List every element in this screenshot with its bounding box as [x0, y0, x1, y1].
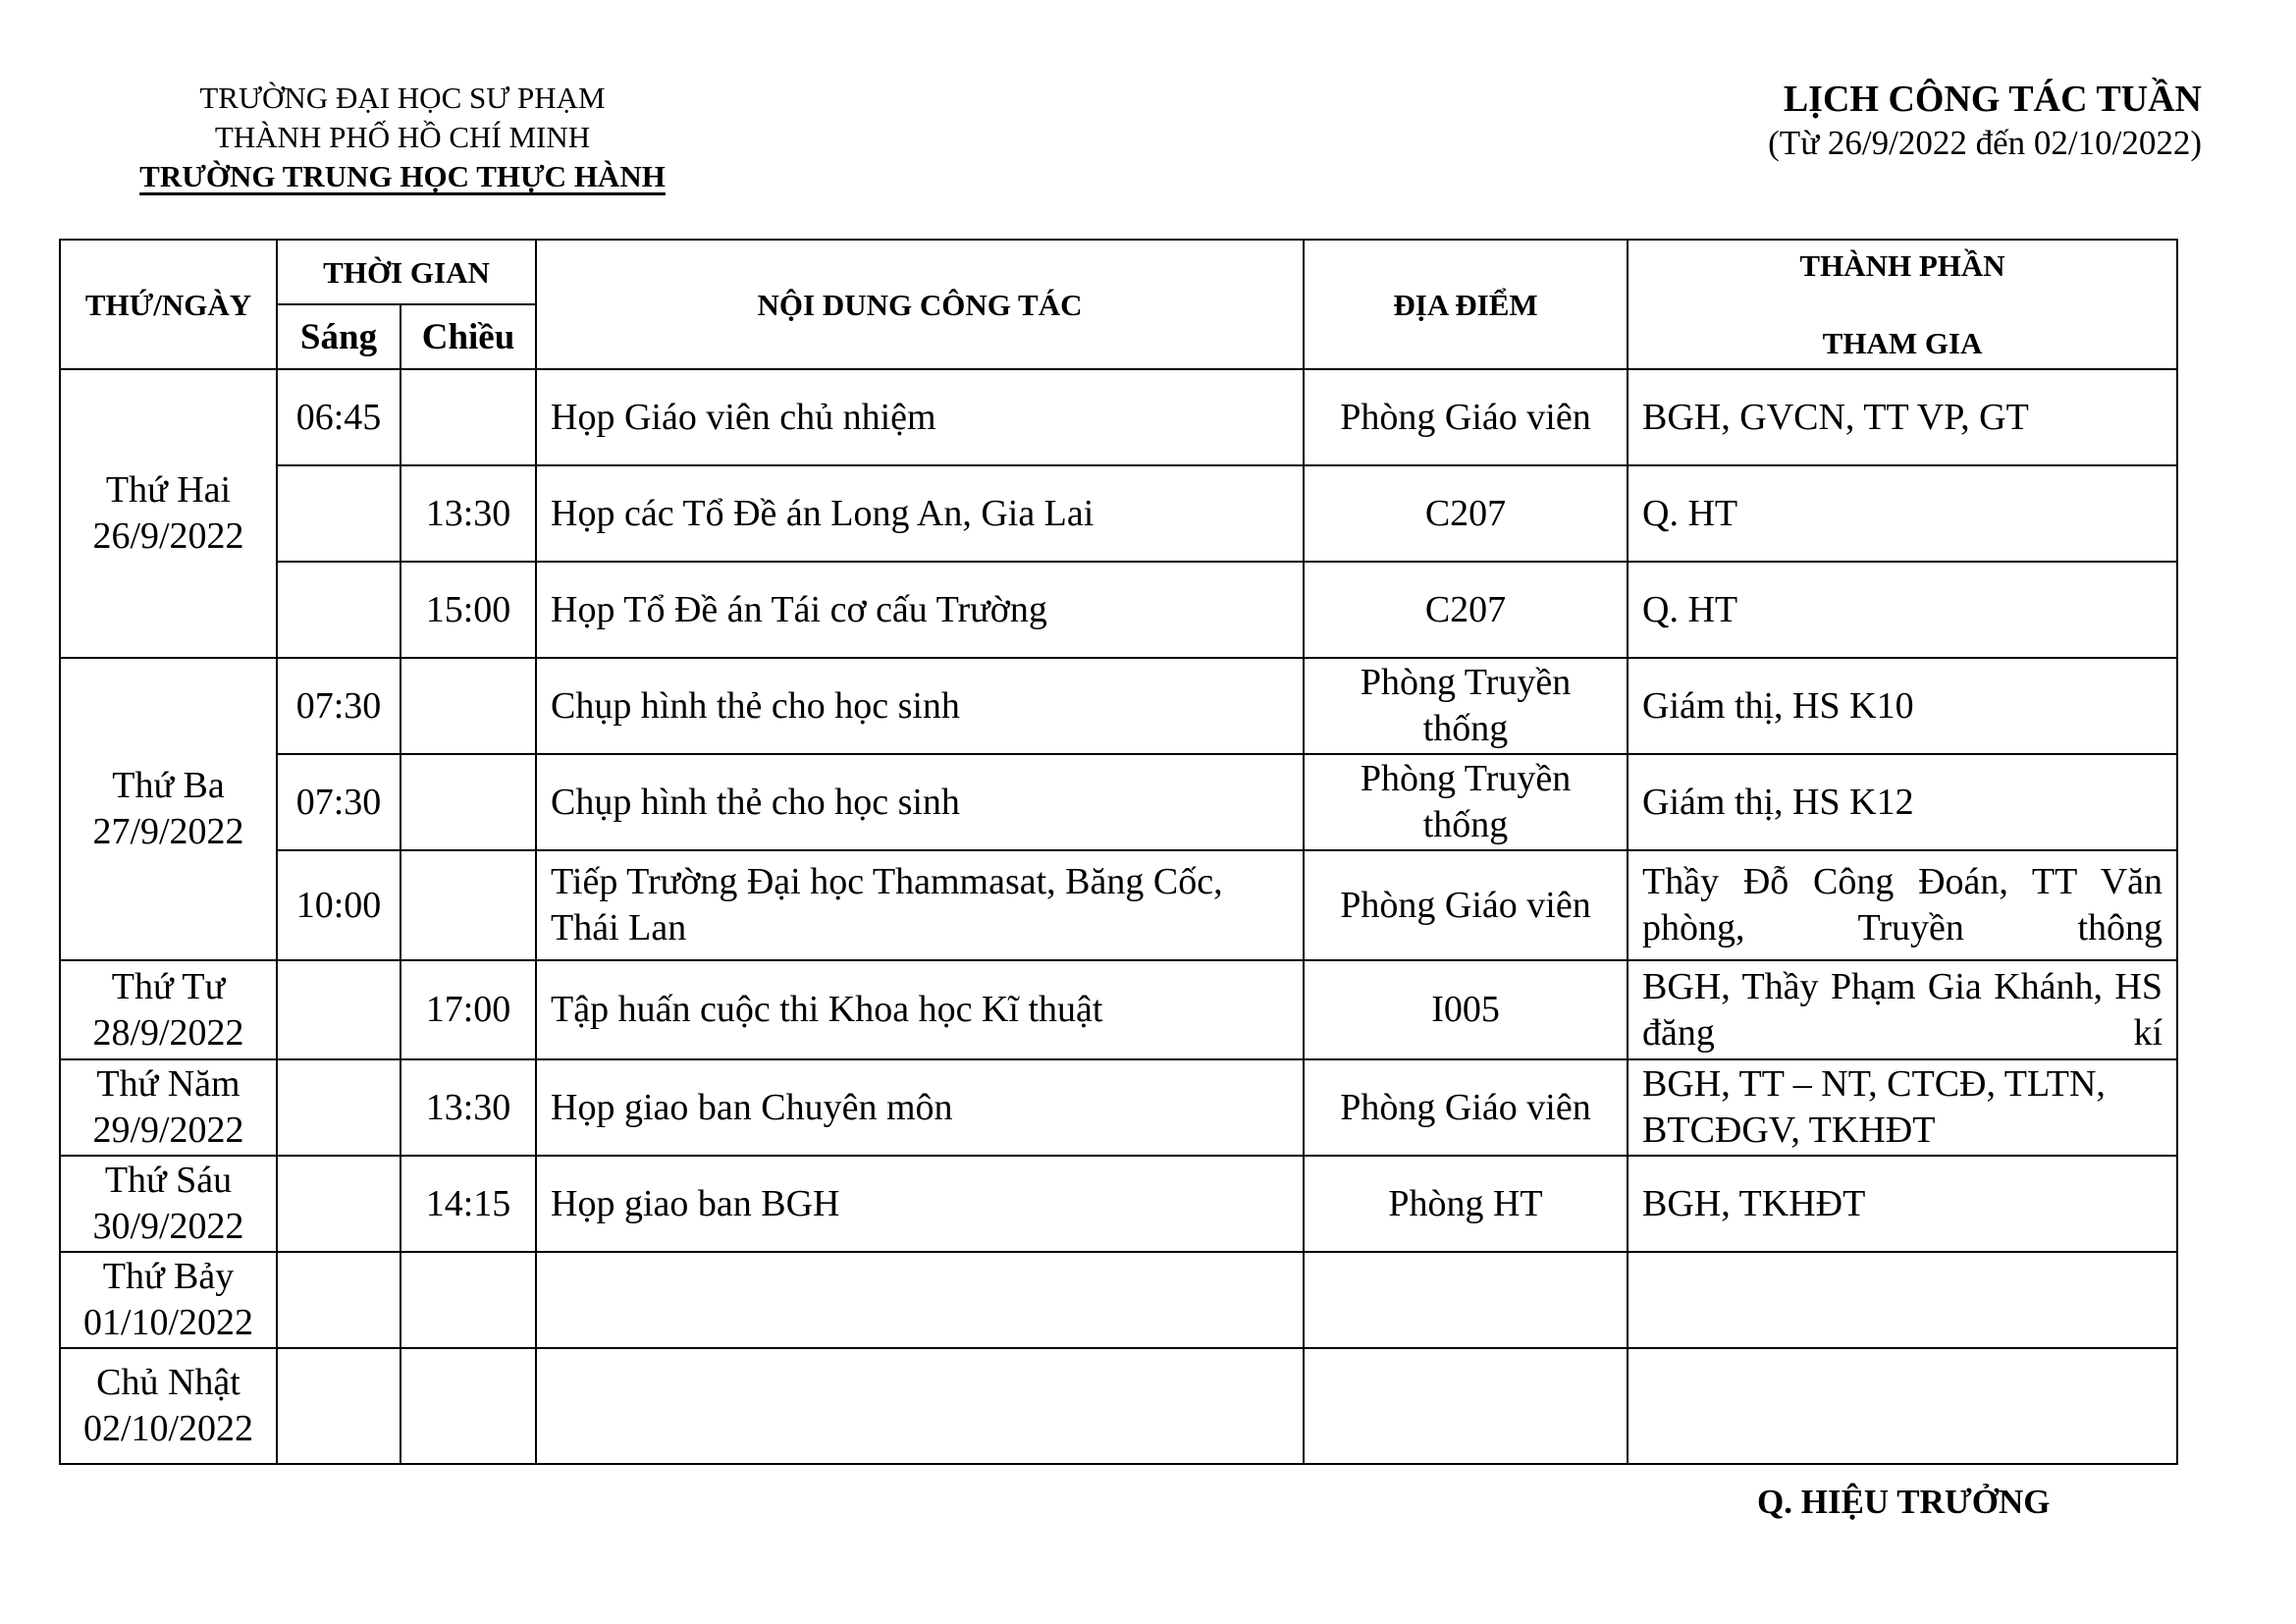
- col-header-content: NỘI DUNG CÔNG TÁC: [536, 240, 1304, 369]
- day-date: 28/9/2022: [92, 1011, 244, 1054]
- task-content: Chụp hình thẻ cho học sinh: [536, 658, 1304, 754]
- afternoon-time: [400, 1348, 536, 1464]
- morning-time: 07:30: [277, 754, 400, 850]
- document-header: [1515, 77, 2202, 165]
- date-range: (Từ 26/9/2022 đến 02/10/2022): [1768, 124, 2202, 162]
- col-header-morning: Sáng: [277, 304, 400, 369]
- day-date: 02/10/2022: [82, 1408, 254, 1449]
- afternoon-time: [400, 754, 536, 850]
- morning-time: [277, 960, 400, 1059]
- morning-time: 10:00: [277, 850, 400, 960]
- task-location: [1304, 1348, 1628, 1464]
- day-date: 27/9/2022: [92, 811, 244, 852]
- day-name: Thứ Hai: [105, 469, 232, 511]
- task-location: Phòng Giáo viên: [1304, 1059, 1628, 1156]
- task-participants: [1628, 1252, 2177, 1348]
- table-row: [60, 1156, 2177, 1252]
- task-participants: Giám thị, HS K10: [1628, 658, 2177, 754]
- university-name: TRƯỜNG ĐẠI HỌC SƯ PHẠM: [199, 81, 606, 115]
- day-date: 01/10/2022: [82, 1302, 254, 1343]
- day-cell: [60, 1348, 277, 1464]
- morning-time: 06:45: [277, 369, 400, 465]
- task-location: C207: [1304, 562, 1628, 658]
- day-name: Thứ Tư: [111, 965, 226, 1007]
- task-content: Họp giao ban BGH: [536, 1156, 1304, 1252]
- afternoon-time: 13:30: [400, 1059, 536, 1156]
- morning-time: [277, 1348, 400, 1464]
- task-content: Chụp hình thẻ cho học sinh: [536, 754, 1304, 850]
- task-content: [536, 1348, 1304, 1464]
- day-cell: [60, 1059, 277, 1156]
- morning-time: [277, 562, 400, 658]
- day-name: Chủ Nhật: [96, 1362, 240, 1403]
- morning-time: [277, 1059, 400, 1156]
- schedule-table: [59, 239, 2178, 1465]
- day-cell: [60, 1252, 277, 1348]
- task-location: Phòng HT: [1304, 1156, 1628, 1252]
- table-row: [60, 369, 2177, 465]
- col-header-participants: [1628, 240, 2177, 369]
- task-content: Họp Tổ Đề án Tái cơ cấu Trường: [536, 562, 1304, 658]
- day-date: 26/9/2022: [92, 515, 244, 557]
- task-location: Phòng Truyền thống: [1304, 754, 1628, 850]
- task-participants: Giám thị, HS K12: [1628, 754, 2177, 850]
- task-location: C207: [1304, 465, 1628, 562]
- table-row: [60, 960, 2177, 1059]
- table-row: [60, 1252, 2177, 1348]
- day-cell: [60, 658, 277, 960]
- table-row: [60, 658, 2177, 754]
- task-content: Họp giao ban Chuyên môn: [536, 1059, 1304, 1156]
- task-participants: BGH, TT – NT, CTCĐ, TLTN, BTCĐGV, TKHĐT: [1628, 1059, 2177, 1156]
- task-participants: [1628, 1348, 2177, 1464]
- morning-time: [277, 1252, 400, 1348]
- table-row: [60, 754, 2177, 850]
- day-cell: [60, 1156, 277, 1252]
- day-name: Thứ Ba: [112, 765, 225, 806]
- afternoon-time: [400, 1252, 536, 1348]
- task-location: I005: [1304, 960, 1628, 1059]
- document-title: LỊCH CÔNG TÁC TUẦN: [1783, 79, 2202, 120]
- task-content: Tập huấn cuộc thi Khoa học Kĩ thuật: [536, 960, 1304, 1059]
- task-content: Tiếp Trường Đại học Thammasat, Băng Cốc, Thái Lan: [536, 850, 1304, 960]
- afternoon-time: 13:30: [400, 465, 536, 562]
- task-location: Phòng Giáo viên: [1304, 850, 1628, 960]
- afternoon-time: 14:15: [400, 1156, 536, 1252]
- task-content: Họp các Tổ Đề án Long An, Gia Lai: [536, 465, 1304, 562]
- table-row: [60, 465, 2177, 562]
- task-participants: Q. HT: [1628, 465, 2177, 562]
- col-header-location: ĐỊA ĐIỂM: [1304, 240, 1628, 369]
- table-row: [60, 562, 2177, 658]
- day-date: 29/9/2022: [92, 1110, 244, 1151]
- participants-header-line2: THAM GIA: [1822, 326, 1983, 360]
- afternoon-time: [400, 369, 536, 465]
- table-row: [60, 1059, 2177, 1156]
- afternoon-time: [400, 658, 536, 754]
- school-name: TRƯỜNG TRUNG HỌC THỰC HÀNH: [139, 159, 666, 193]
- day-name: Thứ Bảy: [102, 1256, 235, 1297]
- col-header-afternoon: Chiều: [400, 304, 536, 369]
- task-participants: Q. HT: [1628, 562, 2177, 658]
- morning-time: [277, 1156, 400, 1252]
- afternoon-time: [400, 850, 536, 960]
- task-participants: BGH, Thầy Phạm Gia Khánh, HS đăng kí: [1628, 960, 2177, 1059]
- day-date: 30/9/2022: [92, 1206, 244, 1247]
- task-participants: BGH, TKHĐT: [1628, 1156, 2177, 1252]
- table-row: [60, 850, 2177, 960]
- schedule-header: [60, 240, 2177, 369]
- table-row: [60, 1348, 2177, 1464]
- day-cell: [60, 960, 277, 1059]
- task-participants: BGH, GVCN, TT VP, GT: [1628, 369, 2177, 465]
- schedule-body: [60, 369, 2177, 1464]
- day-name: Thứ Sáu: [104, 1160, 233, 1201]
- day-cell: [60, 369, 277, 658]
- task-content: [536, 1252, 1304, 1348]
- afternoon-time: 17:00: [400, 960, 536, 1059]
- afternoon-time: 15:00: [400, 562, 536, 658]
- task-location: [1304, 1252, 1628, 1348]
- task-location: Phòng Giáo viên: [1304, 369, 1628, 465]
- task-content: Họp Giáo viên chủ nhiệm: [536, 369, 1304, 465]
- col-header-time: THỜI GIAN: [277, 240, 536, 304]
- day-name: Thứ Năm: [96, 1063, 240, 1105]
- city-name: THÀNH PHỐ HỒ CHÍ MINH: [214, 120, 591, 154]
- signature-title: Q. HIỆU TRƯỞNG: [1757, 1483, 2051, 1521]
- issuer-header: [108, 79, 697, 196]
- morning-time: 07:30: [277, 658, 400, 754]
- morning-time: [277, 465, 400, 562]
- task-participants: Thầy Đỗ Công Đoán, TT Văn phòng, Truyền thông: [1628, 850, 2177, 960]
- task-location: Phòng Truyền thống: [1304, 658, 1628, 754]
- col-header-day: THỨ/NGÀY: [60, 240, 277, 369]
- participants-header-line1: THÀNH PHẦN: [1799, 248, 2005, 283]
